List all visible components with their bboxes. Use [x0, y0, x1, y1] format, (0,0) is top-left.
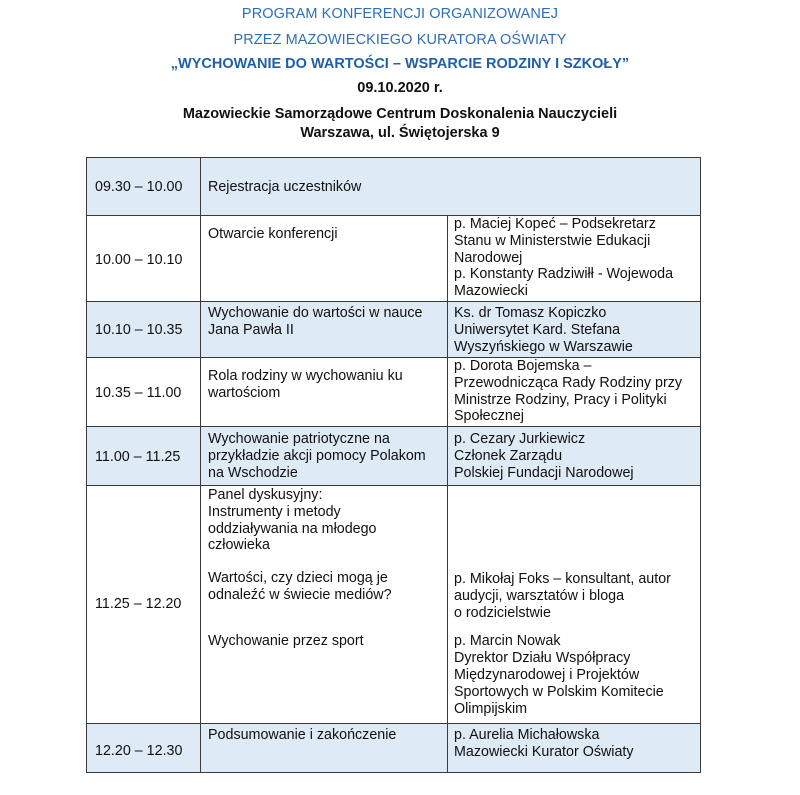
speaker-line: Mazowiecki [454, 283, 528, 300]
topic-line: przykładzie akcji pomocy Polakom [208, 447, 426, 464]
table-row [86, 426, 701, 485]
row-divider [86, 723, 701, 724]
topic-line: na Wschodzie [208, 464, 298, 481]
time-label: 10.00 – 10.10 [95, 252, 183, 268]
table-row [86, 723, 701, 773]
topic-line: odnaleźć w świecie mediów? [208, 586, 392, 603]
column-divider [200, 157, 201, 773]
table-row [86, 301, 701, 357]
speaker-cell [448, 485, 701, 723]
topic-line: Wartości, czy dzieci mogą je [208, 570, 388, 587]
speaker-cell [448, 157, 701, 215]
time-cell [86, 301, 200, 357]
table-row [86, 357, 701, 426]
table-border [86, 157, 87, 773]
speaker-line: Narodowej [454, 249, 523, 266]
time-label: 12.20 – 12.30 [95, 743, 183, 759]
topic-line: Wychowanie przez sport [208, 632, 364, 649]
topic-line: Wychowanie patriotyczne na [208, 431, 390, 447]
panel-subtitle-line: oddziaływania na młodego [208, 520, 377, 537]
panel-title: Panel dyskusyjny: [208, 487, 323, 503]
row-divider [86, 357, 701, 358]
venue-address: Warszawa, ul. Świętojerska 9 [300, 125, 500, 141]
conference-title: „WYCHOWANIE DO WARTOŚCI – WSPARCIE RODZINY I SZKOŁY” [170, 56, 630, 72]
speaker-line: p. Cezary Jurkiewicz [454, 431, 586, 447]
panel-subtitle-line: człowieka [208, 537, 270, 554]
topic-cell [201, 426, 447, 485]
speaker-line: Olimpijskim [454, 700, 528, 717]
speaker-cell [448, 723, 701, 773]
topic-cell [201, 215, 447, 301]
speaker-line: Mazowiecki Kurator Oświaty [454, 743, 634, 760]
time-cell [86, 426, 200, 485]
table-border [86, 772, 701, 773]
panel-subtitle-line: Instrumenty i metody [208, 503, 341, 520]
program-title-line-2: PRZEZ MAZOWIECKIEGO KURATORA OŚWIATY [233, 32, 567, 48]
topic-line: Jana Pawła II [208, 321, 294, 338]
speaker-line: p. Aurelia Michałowska [454, 727, 600, 743]
speaker-line: Wyszyńskiego w Warszawie [454, 338, 633, 355]
speaker-cell [448, 301, 701, 357]
topic-cell [201, 301, 447, 357]
program-title-line-1: PROGRAM KONFERENCJI ORGANIZOWANEJ [241, 6, 559, 22]
speaker-line: Ks. dr Tomasz Kopiczko [454, 305, 607, 321]
speaker-line: Sportowych w Polskim Komitecie [454, 683, 664, 700]
time-label: 11.00 – 11.25 [95, 449, 181, 465]
speaker-line: o rodzicielstwie [454, 604, 551, 621]
speaker-line: Polskiej Fundacji Narodowej [454, 464, 634, 481]
speaker-line: Dyrektor Działu Współpracy [454, 650, 631, 667]
speaker-line: p. Dorota Bojemska – [454, 358, 592, 374]
column-divider [447, 215, 448, 773]
topic-cell [201, 485, 447, 723]
table-row [86, 157, 701, 215]
time-cell [86, 157, 200, 215]
speaker-line: Międzynarodowej i Projektów [454, 666, 640, 683]
speaker-line: Członek Zarządu [454, 447, 563, 464]
time-label: 10.10 – 10.35 [95, 322, 183, 338]
speaker-cell [448, 357, 701, 426]
topic-cell [201, 357, 447, 426]
time-label: 09.30 – 10.00 [95, 179, 183, 195]
speaker-cell [448, 426, 701, 485]
time-cell [86, 723, 200, 773]
topic-line: wartościom [208, 384, 281, 401]
speaker-line: Ministrze Rodziny, Pracy i Polityki [454, 391, 667, 408]
speaker-line: p. Konstanty Radziwiłł - Wojewoda [454, 266, 674, 283]
speaker-line: Uniwersytet Kard. Stefana [454, 321, 621, 338]
venue-name: Mazowieckie Samorządowe Centrum Doskonalenia Nauczycieli [182, 106, 618, 122]
speaker-line: Przewodnicząca Rady Rodziny przy [454, 374, 683, 391]
time-cell [86, 215, 200, 301]
table-border [700, 157, 701, 773]
speaker-line: audycji, warsztatów i bloga [454, 587, 625, 604]
row-divider [86, 215, 701, 216]
speaker-line: Stanu w Ministerstwie Edukacji [454, 232, 651, 249]
time-cell [86, 485, 200, 723]
table-row [86, 485, 701, 723]
topic-line: Rejestracja uczestników [208, 179, 362, 195]
row-divider [86, 301, 701, 302]
topic-line: Rola rodziny w wychowaniu ku [208, 368, 403, 384]
topic-line: Otwarcie konferencji [208, 226, 338, 242]
row-divider [86, 426, 701, 427]
table-row [86, 215, 701, 301]
conference-date: 09.10.2020 r. [357, 80, 443, 96]
time-cell [86, 357, 200, 426]
speaker-line: p. Maciej Kopeć – Podsekretarz [454, 216, 656, 232]
time-label: 11.25 – 12.20 [95, 596, 182, 612]
topic-cell [201, 157, 447, 215]
time-label: 10.35 – 11.00 [95, 385, 182, 401]
schedule-table [86, 157, 701, 773]
table-border [86, 157, 701, 158]
speaker-line: Społecznej [454, 408, 524, 425]
speaker-line: p. Mikołaj Foks – konsultant, autor [454, 571, 671, 587]
speaker-cell [448, 215, 701, 301]
row-divider [86, 485, 701, 486]
speaker-line: p. Marcin Nowak [454, 633, 561, 650]
topic-line: Podsumowanie i zakończenie [208, 727, 397, 743]
topic-line: Wychowanie do wartości w nauce [208, 305, 423, 321]
topic-cell [201, 723, 447, 773]
